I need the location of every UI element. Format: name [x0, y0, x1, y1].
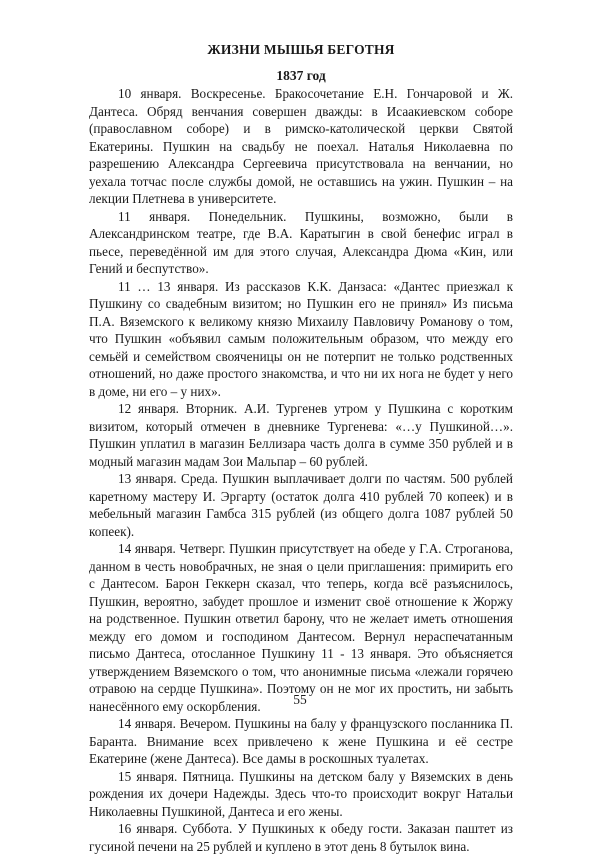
page-number: 55 — [293, 692, 307, 707]
paragraph-jan-14-evening: 14 января. Вечером. Пушкины на балу у французского посланника П. Баранта. Внимание всех привлечено к жене Пушкина и её сестре Екатерине (жене Дантеса). Все дамы в роскошных туалетах. — [89, 716, 513, 766]
paragraph-jan-13: 13 января. Среда. Пушкин выплачивает долги по частям. 500 рублей каретному мастеру И. Эргарту (остаток долга 410 рублей 70 копеек) и в мебельный магазин Гамбса 315 рублей (из общего долга 1087 рублей 50 копеек). — [89, 471, 513, 539]
paragraph-jan-11: 11 января. Понедельник. Пушкины, возможно, были в Александринском театре, где В.А. Каратыгин в свой бенефис играл в пьесе, переведённой им для этого случая, Александра Дюма «Кин, или Гений и беспутство». — [89, 208, 513, 276]
paragraph-jan-16: 16 января. Суббота. У Пушкиных к обеду гости. Заказан паштет из гусиной печени на 25 рублей и куплено в этот день 8 бутылок вина. — [89, 821, 513, 854]
chapter-title: ЖИЗНИ МЫШЬЯ БЕГОТНЯ — [207, 42, 395, 57]
paragraph-jan-10: 10 января. Воскресенье. Бракосочетание Е.Н. Гончаровой и Ж. Дантеса. Обряд венчания совершен дважды: в Исаакиевском соборе (православном соборе) и в римско-католической церкви Святой Екатерины. Пушкин на свадьбу не поехал. Наталья Николаевна по разрешению Александра Сергеевича присутствовала на венчании, но уехала тотчас после службы домой, не оставшись на ужин. Пушкин – на лекции Плетнева в университете. — [89, 86, 513, 206]
body-text — [89, 85, 513, 855]
year-heading: 1837 год — [276, 68, 326, 83]
paragraph-jan-11-13: 11 … 13 января. Из рассказов К.К. Данзаса: «Дантес приезжал к Пушкину со свадебным визитом; но Пушкин его не принял» Из письма П.А. Вяземского к великому князю Михаилу Павловичу Романову о том, что Пушкин «объявил самым положительным образом, что между его семьёй и семейством свояченицы он не потерпит не только родственных отношений, но даже простого знакомства, и что ни их нога не будет у него в доме, ни его – у них». — [89, 278, 513, 399]
paragraph-jan-15: 15 января. Пятница. Пушкины на детском балу у Вяземских в день рождения их дочери Надежды. Здесь что-то происходит вокруг Натальи Николаевны Пушкиной, Дантеса и его жены. — [89, 768, 513, 819]
paragraph-jan-12: 12 января. Вторник. А.И. Тургенев утром у Пушкина с коротким визитом, который отмечен в дневнике Тургенева: «…у Пушкиной…». Пушкин уплатил в магазин Беллизара часть долга в сумме 350 рублей и в модный магазин мадам Зои Мальпар – 60 рублей. — [89, 401, 513, 469]
paragraph-jan-14-dinner: 14 января. Четверг. Пушкин присутствует на обеде у Г.А. Строганова, данном в честь новобрачных, не зная о цели приглашения: примирить его с Дантесом. Барон Геккерн сказал, что теперь, когда всё разъяснилось, Пушкин, вероятно, забудет прошлое и изменит своё отношение к Жоржу на родственное. Пушкин ответил барону, что не желает иметь отношения между его домом и господином Дантесом. Вернул нераспечатанным письмо Дантеса, отосланное Пушкину 11 - 13 января. Это объясняется утверждением Вяземского о том, что анонимные письма «лежали горячею отравою на сердце Пушкина». Поэтому он не мог их простить, ни забыть нанесённого ему оскорбления. — [89, 541, 513, 714]
